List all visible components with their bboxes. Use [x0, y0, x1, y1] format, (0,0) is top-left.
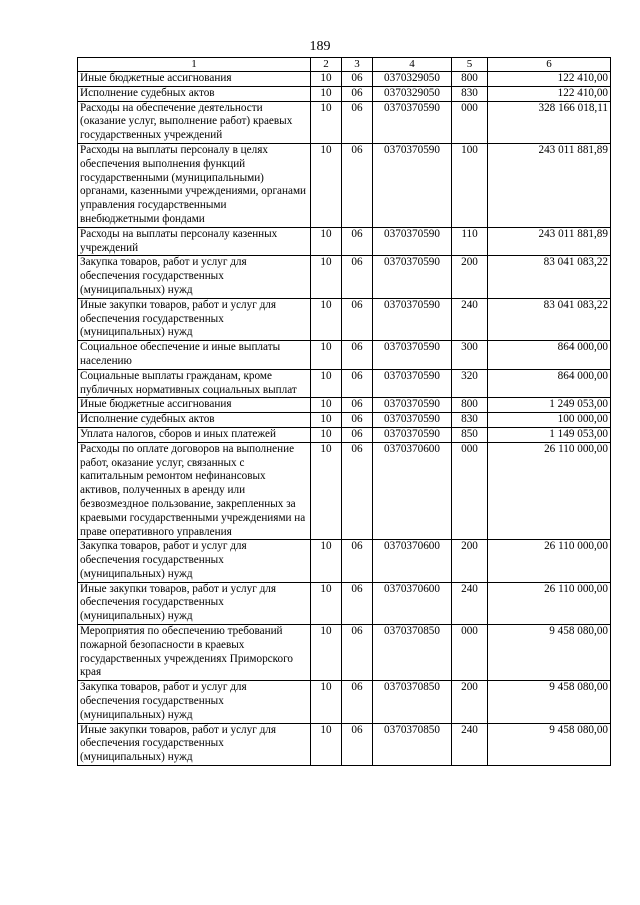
row-subsection: 06: [342, 398, 373, 413]
row-section: 10: [311, 723, 342, 765]
table-row: [78, 298, 611, 340]
row-amount: 328 166 018,11: [488, 101, 611, 143]
row-expense-type: 110: [452, 227, 488, 256]
row-target-article: 0370370600: [373, 582, 452, 624]
row-name: Закупка товаров, работ и услуг для обеспечения государственных (муниципальных) нужд: [78, 540, 311, 582]
row-subsection: 06: [342, 341, 373, 370]
row-expense-type: 000: [452, 625, 488, 681]
table-row: [78, 625, 611, 681]
table-row: [78, 582, 611, 624]
row-target-article: 0370370590: [373, 341, 452, 370]
row-target-article: 0370370850: [373, 681, 452, 723]
row-name: Расходы на выплаты персоналу казенных учреждений: [78, 227, 311, 256]
row-name: Иные закупки товаров, работ и услуг для обеспечения государственных (муниципальных) нужд: [78, 298, 311, 340]
row-section: 10: [311, 341, 342, 370]
row-subsection: 06: [342, 72, 373, 87]
row-subsection: 06: [342, 227, 373, 256]
row-subsection: 06: [342, 143, 373, 227]
table-row: [78, 540, 611, 582]
column-header: 2: [311, 58, 342, 72]
row-expense-type: 200: [452, 681, 488, 723]
row-amount: 26 110 000,00: [488, 582, 611, 624]
row-target-article: 0370370590: [373, 298, 452, 340]
row-expense-type: 300: [452, 341, 488, 370]
row-expense-type: 200: [452, 540, 488, 582]
row-section: 10: [311, 143, 342, 227]
row-name: Расходы на обеспечение деятельности (оказание услуг, выполнение работ) краевых государственных учреждений: [78, 101, 311, 143]
row-subsection: 06: [342, 413, 373, 428]
row-amount: 83 041 083,22: [488, 256, 611, 298]
row-expense-type: 850: [452, 427, 488, 442]
row-section: 10: [311, 582, 342, 624]
budget-table: [77, 57, 611, 766]
table-row: [78, 143, 611, 227]
row-expense-type: 320: [452, 369, 488, 398]
row-subsection: 06: [342, 540, 373, 582]
row-section: 10: [311, 625, 342, 681]
table-row: [78, 723, 611, 765]
row-amount: 243 011 881,89: [488, 227, 611, 256]
column-header: 4: [373, 58, 452, 72]
row-section: 10: [311, 540, 342, 582]
row-amount: 243 011 881,89: [488, 143, 611, 227]
column-header: 6: [488, 58, 611, 72]
row-amount: 9 458 080,00: [488, 723, 611, 765]
row-target-article: 0370370850: [373, 625, 452, 681]
table-row: [78, 369, 611, 398]
row-subsection: 06: [342, 442, 373, 540]
row-expense-type: 240: [452, 298, 488, 340]
row-subsection: 06: [342, 256, 373, 298]
row-subsection: 06: [342, 681, 373, 723]
row-name: Расходы на выплаты персоналу в целях обеспечения выполнения функций государственными (муниципальными) органами, казенными учреждениями, органами управления государственными внебюджетными фондами: [78, 143, 311, 227]
row-name: Социальное обеспечение и иные выплаты населению: [78, 341, 311, 370]
row-expense-type: 200: [452, 256, 488, 298]
row-subsection: 06: [342, 369, 373, 398]
row-name: Исполнение судебных актов: [78, 413, 311, 428]
row-expense-type: 100: [452, 143, 488, 227]
row-section: 10: [311, 298, 342, 340]
row-target-article: 0370370590: [373, 256, 452, 298]
row-expense-type: 240: [452, 582, 488, 624]
row-section: 10: [311, 427, 342, 442]
row-amount: 122 410,00: [488, 72, 611, 87]
row-name: Исполнение судебных актов: [78, 86, 311, 101]
row-amount: 1 249 053,00: [488, 398, 611, 413]
row-amount: 122 410,00: [488, 86, 611, 101]
row-expense-type: 830: [452, 413, 488, 428]
row-expense-type: 800: [452, 72, 488, 87]
table-row: [78, 442, 611, 540]
table-row: [78, 413, 611, 428]
row-section: 10: [311, 442, 342, 540]
row-target-article: 0370370600: [373, 442, 452, 540]
row-section: 10: [311, 72, 342, 87]
row-name: Расходы по оплате договоров на выполнение работ, оказание услуг, связанных с капитальным ремонтом нефинансовых активов, полученных в аренду или безвозмездное пользование, закрепленных за краевыми государственными учреждениями на праве оперативного управления: [78, 442, 311, 540]
table-row: [78, 72, 611, 87]
row-subsection: 06: [342, 625, 373, 681]
row-amount: 9 458 080,00: [488, 681, 611, 723]
table-row: [78, 101, 611, 143]
row-section: 10: [311, 101, 342, 143]
column-header: 5: [452, 58, 488, 72]
row-subsection: 06: [342, 86, 373, 101]
row-amount: 1 149 053,00: [488, 427, 611, 442]
table-row: [78, 341, 611, 370]
row-subsection: 06: [342, 582, 373, 624]
row-target-article: 0370370590: [373, 227, 452, 256]
column-header: 3: [342, 58, 373, 72]
row-subsection: 06: [342, 427, 373, 442]
row-target-article: 0370370590: [373, 369, 452, 398]
table-row: [78, 681, 611, 723]
row-target-article: 0370329050: [373, 72, 452, 87]
row-name: Уплата налогов, сборов и иных платежей: [78, 427, 311, 442]
row-name: Социальные выплаты гражданам, кроме публичных нормативных социальных выплат: [78, 369, 311, 398]
row-target-article: 0370370590: [373, 398, 452, 413]
row-subsection: 06: [342, 723, 373, 765]
row-section: 10: [311, 369, 342, 398]
row-name: Иные закупки товаров, работ и услуг для обеспечения государственных (муниципальных) нужд: [78, 723, 311, 765]
row-section: 10: [311, 256, 342, 298]
row-subsection: 06: [342, 298, 373, 340]
row-target-article: 0370329050: [373, 86, 452, 101]
row-subsection: 06: [342, 101, 373, 143]
table-row: [78, 398, 611, 413]
row-amount: 83 041 083,22: [488, 298, 611, 340]
row-amount: 26 110 000,00: [488, 442, 611, 540]
page-number: 189: [309, 39, 331, 54]
row-amount: 864 000,00: [488, 369, 611, 398]
table-row: [78, 86, 611, 101]
row-section: 10: [311, 413, 342, 428]
table-row: [78, 256, 611, 298]
row-target-article: 0370370590: [373, 427, 452, 442]
table-header-row: [78, 58, 611, 72]
row-section: 10: [311, 398, 342, 413]
row-target-article: 0370370590: [373, 143, 452, 227]
table-row: [78, 427, 611, 442]
row-section: 10: [311, 681, 342, 723]
table-body: [78, 72, 611, 766]
row-expense-type: 830: [452, 86, 488, 101]
row-name: Иные бюджетные ассигнования: [78, 72, 311, 87]
row-expense-type: 240: [452, 723, 488, 765]
row-section: 10: [311, 227, 342, 256]
row-target-article: 0370370600: [373, 540, 452, 582]
row-name: Закупка товаров, работ и услуг для обеспечения государственных (муниципальных) нужд: [78, 681, 311, 723]
row-expense-type: 800: [452, 398, 488, 413]
row-amount: 9 458 080,00: [488, 625, 611, 681]
column-header: 1: [78, 58, 311, 72]
row-name: Закупка товаров, работ и услуг для обеспечения государственных (муниципальных) нужд: [78, 256, 311, 298]
row-expense-type: 000: [452, 442, 488, 540]
row-name: Мероприятия по обеспечению требований пожарной безопасности в краевых государственных учреждениях Приморского края: [78, 625, 311, 681]
row-section: 10: [311, 86, 342, 101]
row-amount: 100 000,00: [488, 413, 611, 428]
row-target-article: 0370370590: [373, 413, 452, 428]
row-target-article: 0370370590: [373, 101, 452, 143]
row-name: Иные бюджетные ассигнования: [78, 398, 311, 413]
row-expense-type: 000: [452, 101, 488, 143]
table-row: [78, 227, 611, 256]
row-amount: 864 000,00: [488, 341, 611, 370]
row-amount: 26 110 000,00: [488, 540, 611, 582]
row-target-article: 0370370850: [373, 723, 452, 765]
row-name: Иные закупки товаров, работ и услуг для обеспечения государственных (муниципальных) нужд: [78, 582, 311, 624]
